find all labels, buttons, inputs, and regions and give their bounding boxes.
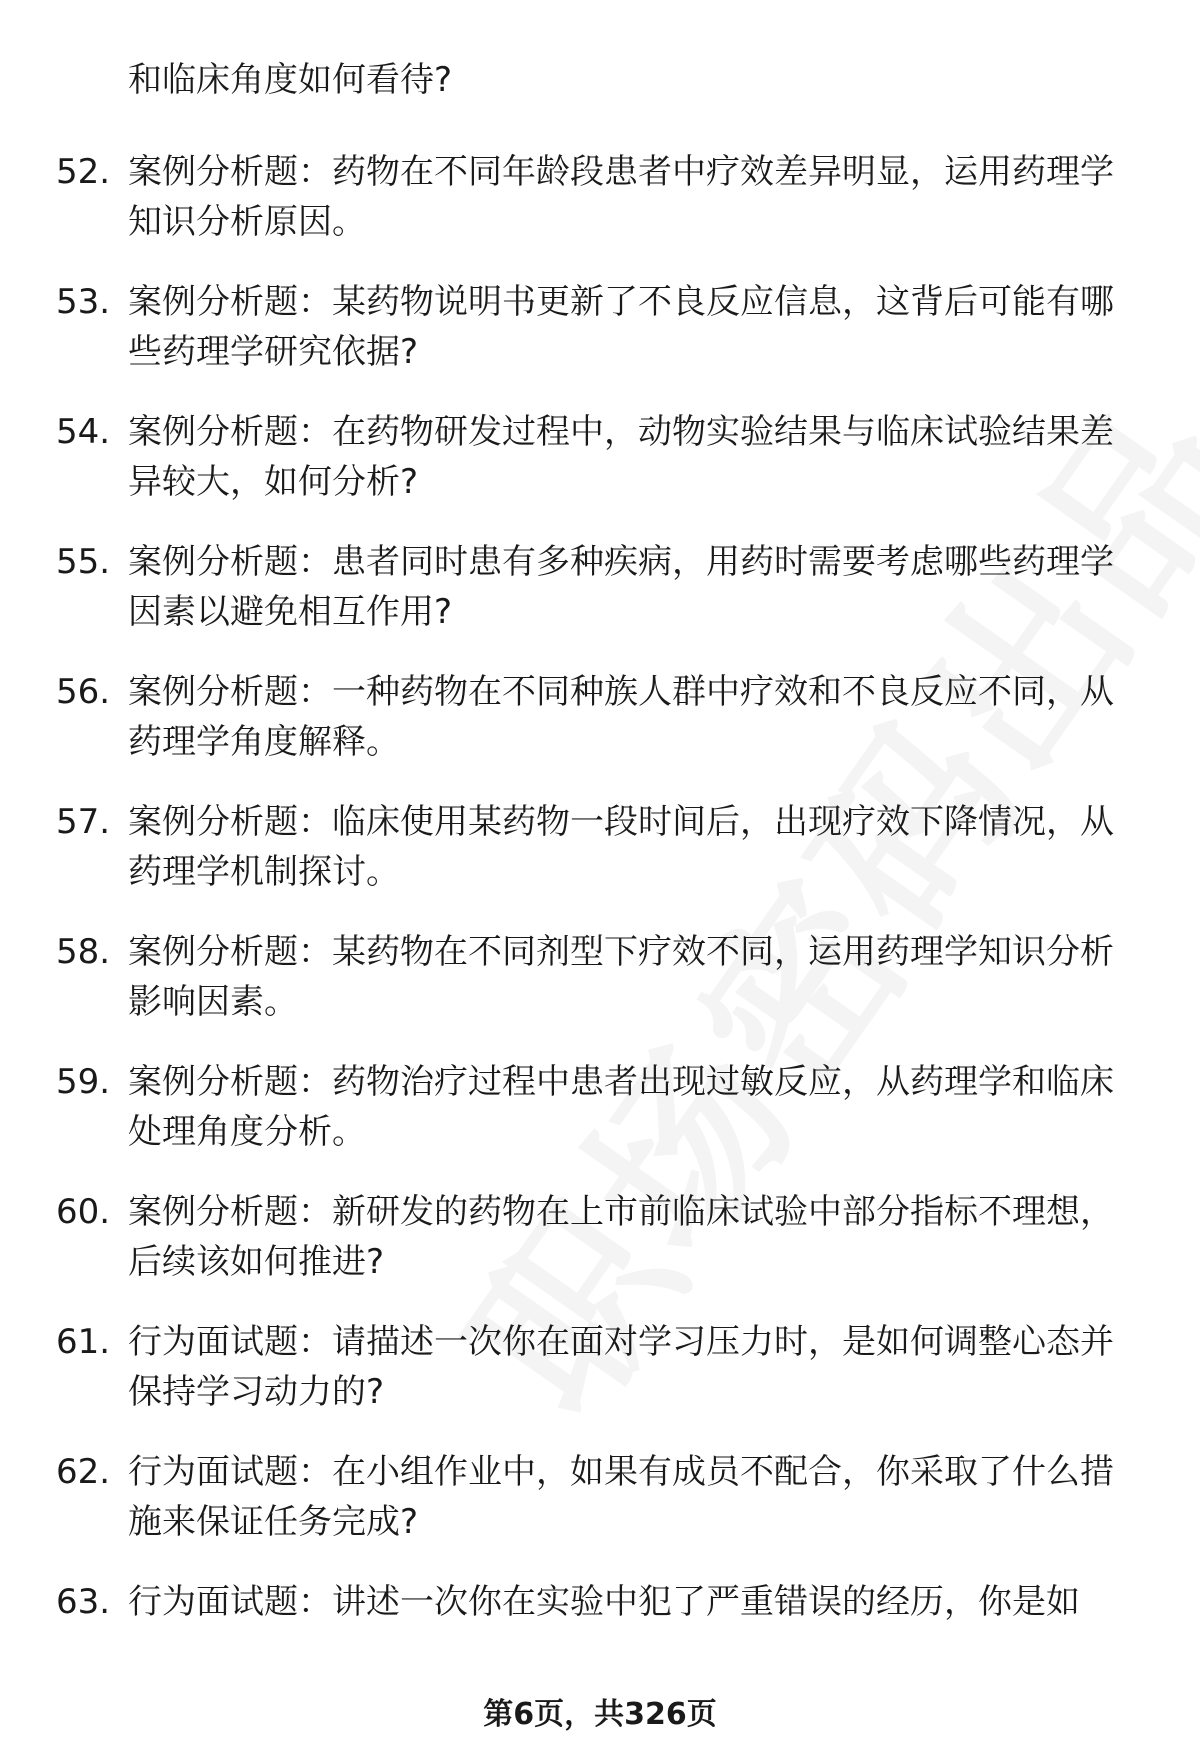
question-item	[0, 1043, 1200, 1173]
question-number: 63.	[56, 1582, 111, 1622]
question-item	[0, 1433, 1200, 1563]
question-number: 56.	[56, 672, 111, 712]
question-number: 61.	[56, 1322, 111, 1362]
question-text: 案例分析题：新研发的药物在上市前临床试验中部分指标不理想，后续该如何推进?	[128, 1192, 1114, 1282]
question-item	[0, 1303, 1200, 1433]
question-number: 62.	[56, 1452, 111, 1492]
question-text: 案例分析题：患者同时患有多种疾病，用药时需要考虑哪些药理学因素以避免相互作用?	[128, 542, 1114, 632]
question-text: 案例分析题：某药物在不同剂型下疗效不同，运用药理学知识分析影响因素。	[128, 932, 1114, 1022]
question-item	[0, 263, 1200, 393]
question-number: 55.	[56, 542, 111, 582]
question-number: 60.	[56, 1192, 111, 1232]
question-number: 58.	[56, 932, 111, 972]
question-text: 案例分析题：某药物说明书更新了不良反应信息，这背后可能有哪些药理学研究依据?	[128, 282, 1114, 372]
question-number: 54.	[56, 412, 111, 452]
question-text: 行为面试题：在小组作业中，如果有成员不配合，你采取了什么措施来保证任务完成?	[128, 1452, 1114, 1542]
question-number: 52.	[56, 152, 111, 192]
question-item	[0, 653, 1200, 783]
question-text: 行为面试题：请描述一次你在面对学习压力时，是如何调整心态并保持学习动力的?	[128, 1322, 1114, 1412]
question-item	[0, 1173, 1200, 1303]
question-item	[0, 133, 1200, 263]
continuation-text: 和临床角度如何看待?	[128, 60, 453, 100]
question-text: 案例分析题：药物治疗过程中患者出现过敏反应，从药理学和临床处理角度分析。	[128, 1062, 1114, 1152]
question-list	[0, 133, 1200, 1693]
question-item	[0, 393, 1200, 523]
question-item	[0, 523, 1200, 653]
question-number: 59.	[56, 1062, 111, 1102]
question-text: 行为面试题：讲述一次你在实验中犯了严重错误的经历，你是如	[128, 1582, 1080, 1622]
question-text: 案例分析题：药物在不同年龄段患者中疗效差异明显，运用药理学知识分析原因。	[128, 152, 1114, 242]
question-number: 57.	[56, 802, 111, 842]
question-item	[0, 1563, 1200, 1693]
question-number: 53.	[56, 282, 111, 322]
page-footer: 第6页，共326页	[483, 1697, 717, 1732]
question-item	[0, 913, 1200, 1043]
question-item	[0, 783, 1200, 913]
question-text: 案例分析题：临床使用某药物一段时间后，出现疗效下降情况，从药理学机制探讨。	[128, 802, 1114, 892]
question-text: 案例分析题：在药物研发过程中，动物实验结果与临床试验结果差异较大，如何分析?	[128, 412, 1114, 502]
question-text: 案例分析题：一种药物在不同种族人群中疗效和不良反应不同，从药理学角度解释。	[128, 672, 1114, 762]
